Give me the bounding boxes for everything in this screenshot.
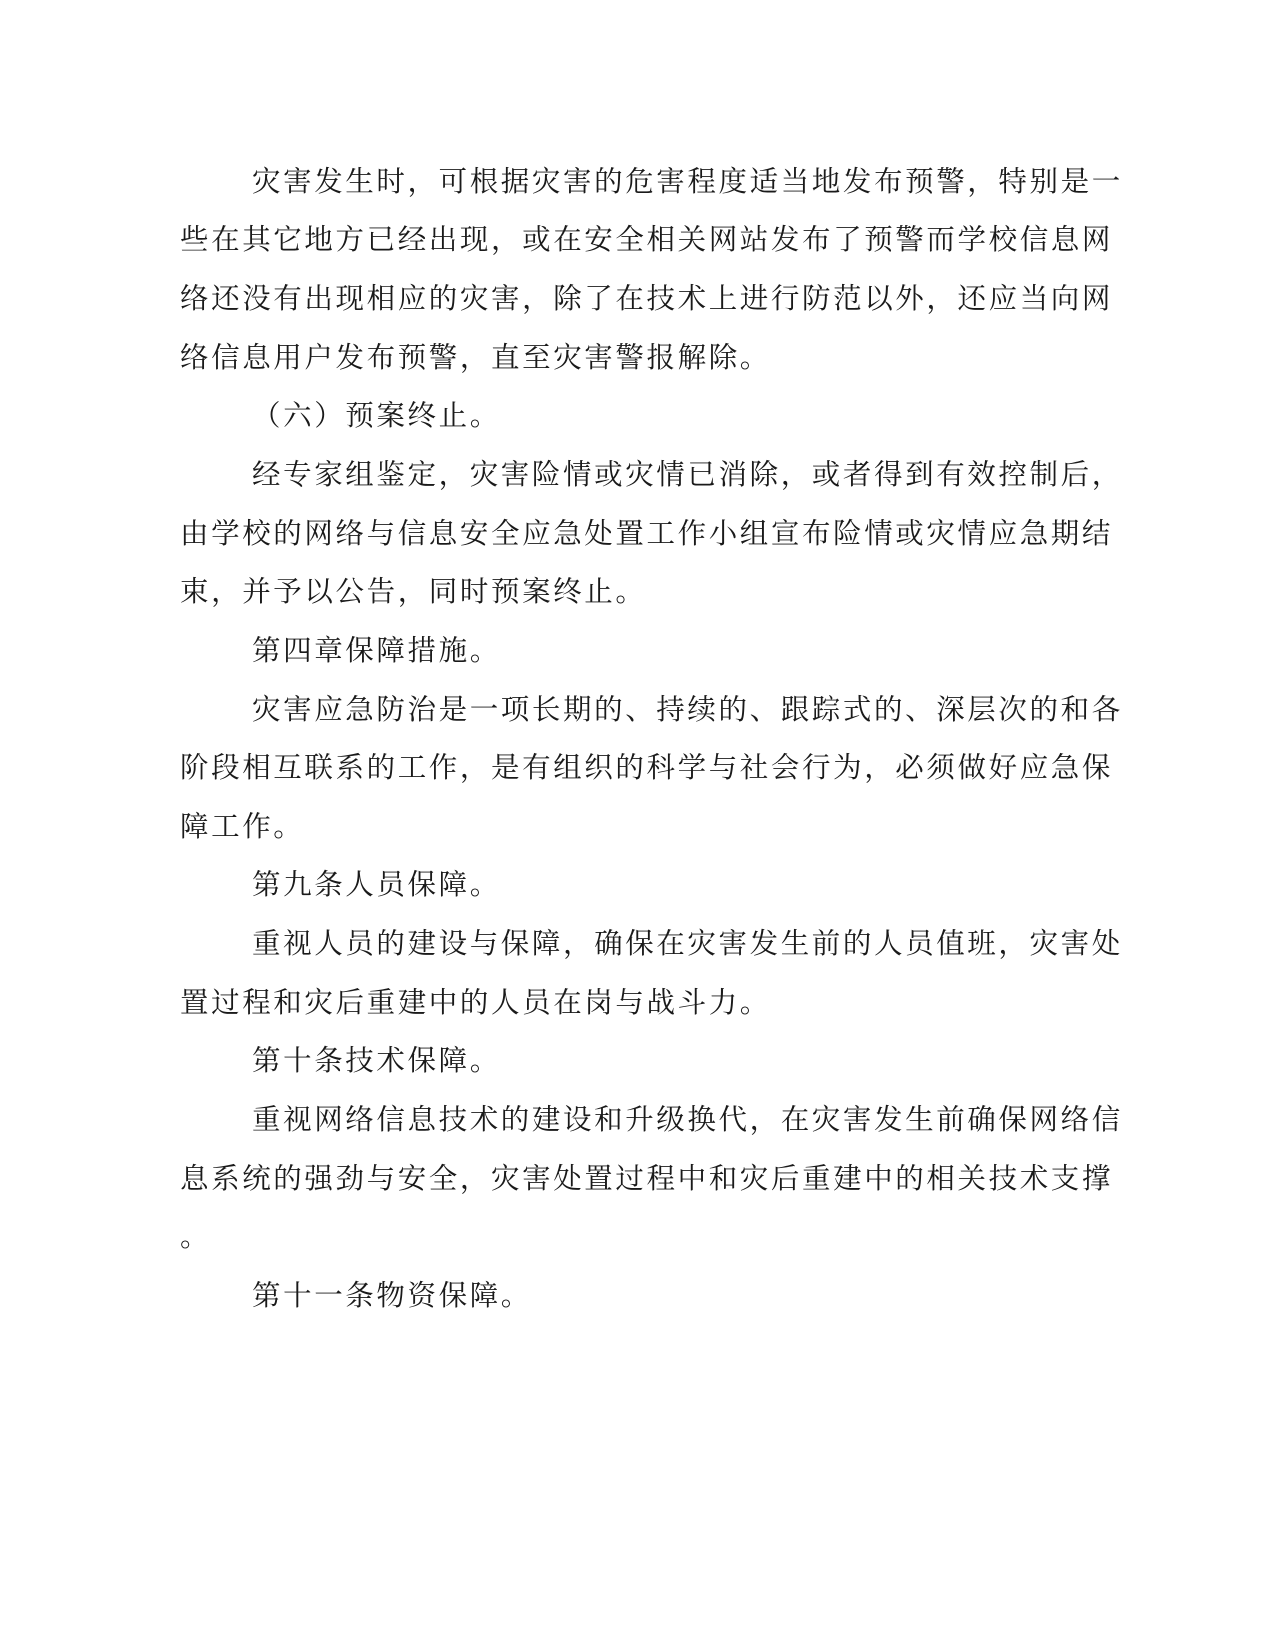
paragraph-5-line-2: 息系统的强劲与安全，灾害处置过程中和灾后重建中的相关技术支撑 bbox=[180, 1162, 1114, 1195]
paragraph-3-line-3: 障工作。 bbox=[180, 810, 305, 843]
article-10-heading: 第十条技术保障。 bbox=[252, 1044, 501, 1077]
paragraph-3-line-2: 阶段相互联系的工作，是有组织的科学与社会行为，必须做好应急保 bbox=[180, 751, 1114, 784]
paragraph-2-line-1: 经专家组鉴定，灾害险情或灾情已消除，或者得到有效控制后， bbox=[252, 458, 1123, 491]
paragraph-5-line-1: 重视网络信息技术的建设和升级换代，在灾害发生前确保网络信 bbox=[252, 1103, 1123, 1136]
article-9-heading: 第九条人员保障。 bbox=[252, 868, 501, 901]
paragraph-4-line-1: 重视人员的建设与保障，确保在灾害发生前的人员值班，灾害处 bbox=[252, 927, 1123, 960]
paragraph-1-line-2: 些在其它地方已经出现，或在安全相关网站发布了预警而学校信息网 bbox=[180, 223, 1114, 256]
chapter-heading-safeguards: 第四章保障措施。 bbox=[252, 634, 501, 667]
paragraph-1-line-3: 络还没有出现相应的灾害，除了在技术上进行防范以外，还应当向网 bbox=[180, 282, 1114, 315]
article-11-heading: 第十一条物资保障。 bbox=[252, 1279, 532, 1312]
section-heading-plan-termination: （六）预案终止。 bbox=[252, 399, 501, 432]
paragraph-3-line-1: 灾害应急防治是一项长期的、持续的、跟踪式的、深层次的和各 bbox=[252, 693, 1123, 726]
paragraph-1-line-1: 灾害发生时，可根据灾害的危害程度适当地发布预警，特别是一 bbox=[252, 165, 1123, 198]
paragraph-1-line-4: 络信息用户发布预警，直至灾害警报解除。 bbox=[180, 341, 771, 374]
paragraph-2-line-2: 由学校的网络与信息安全应急处置工作小组宣布险情或灾情应急期结 bbox=[180, 517, 1114, 550]
paragraph-2-line-3: 束，并予以公告，同时预案终止。 bbox=[180, 575, 647, 608]
paragraph-5-line-3: 。 bbox=[180, 1220, 212, 1253]
paragraph-4-line-2: 置过程和灾后重建中的人员在岗与战斗力。 bbox=[180, 986, 771, 1019]
